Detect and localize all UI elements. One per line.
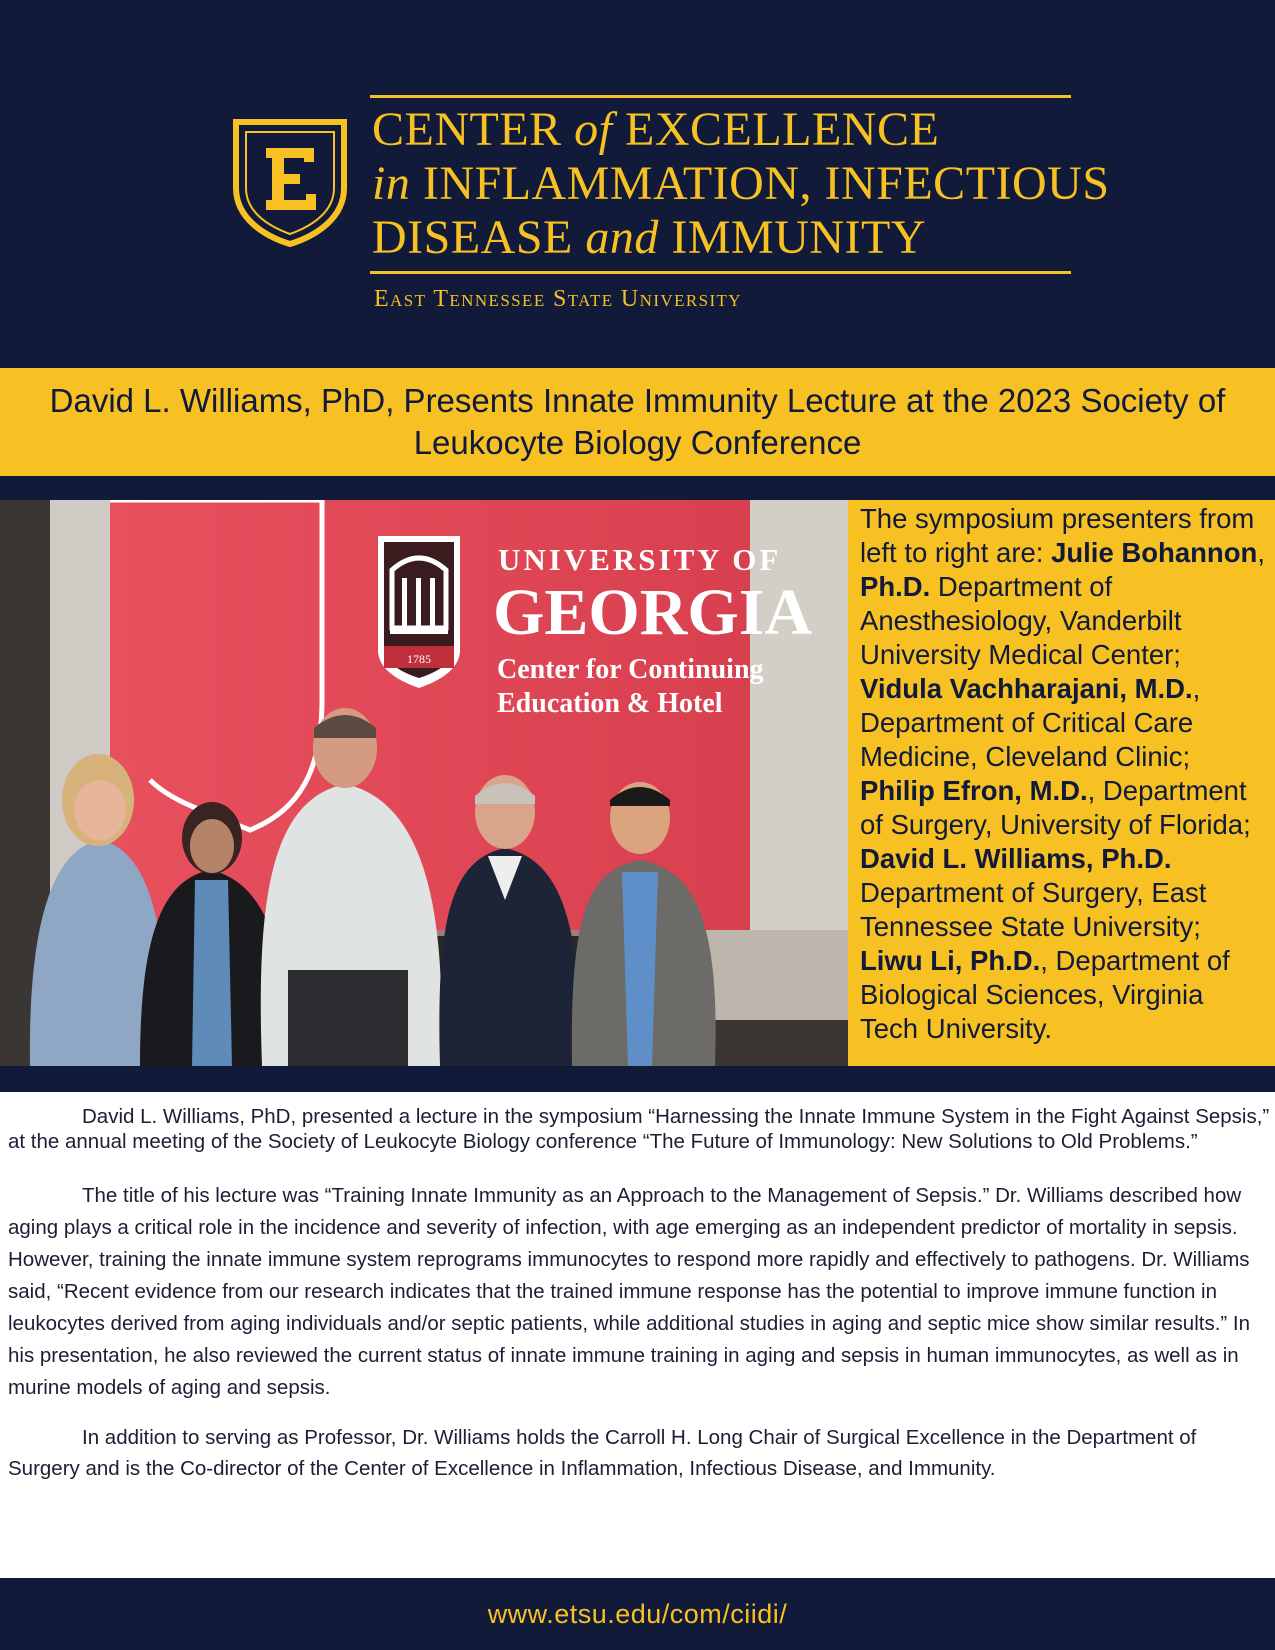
- body-paragraph-2: The title of his lecture was “Training Innate Immunity as an Approach to the Management of Sepsis.” Dr. Williams described how aging plays a critical role in the incidence and severity of infection, with age emerging as an independent predictor of mortality in sepsis. However, training the innate immune system reprograms immunocytes to respond more rapidly and effectively to pathogens. Dr. Williams said, “Recent evidence from our research indicates that the trained immune response has the potential to improve immune function in leukocytes derived from aging individuals and/or septic patients, while additional studies in aging and septic mice show similar results.” In his presentation, he also reviewed the current status of innate immune training in aging and sepsis in human immunocytes, as well as in murine models of aging and sepsis.: [8, 1184, 1251, 1399]
- body-paragraph-1: David L. Williams, PhD, presented a lecture in the symposium “Harnessing the Innate Immune System in the Fight Against Sepsis,” at the annual meeting of the Society of Leukocyte Biology conference “The Future of Immunology: New Solutions to Old Problems.”: [8, 1105, 1270, 1153]
- org-name-line-2: in INFLAMMATION, INFECTIOUS: [372, 157, 1110, 210]
- header-banner: [0, 0, 1275, 368]
- footer-url-link[interactable]: www.etsu.edu/com/ciidi/: [487, 1598, 788, 1629]
- photo-section: [0, 476, 1275, 1092]
- org-name-line-3: DISEASE and IMMUNITY: [372, 211, 926, 264]
- title-band: [0, 368, 1275, 476]
- presenter-5-name: Liwu Li, Ph.D.: [860, 945, 1041, 976]
- screen-text-line-3: Center for Continuing: [497, 654, 764, 685]
- org-name-line-1: CENTER of EXCELLENCE: [372, 103, 940, 156]
- footer-bar: [0, 1578, 1275, 1650]
- university-name: East Tennessee State University: [374, 286, 742, 312]
- presenter-4-name: David L. Williams, Ph.D.: [860, 843, 1172, 874]
- article-headline: David L. Williams, PhD, Presents Innate Immunity Lecture at the 2023 Society of Leukocyte Biology Conference: [49, 382, 1226, 461]
- screen-text-line-1: UNIVERSITY OF: [498, 542, 782, 577]
- uga-arch-logo: [378, 536, 460, 688]
- presenter-2-name: Vidula Vachharajani, M.D.: [860, 673, 1193, 704]
- photo-caption-box: [848, 500, 1275, 1066]
- presenter-1-name: Julie Bohannon: [1051, 537, 1258, 568]
- logo-bottom-rule: [370, 271, 1071, 274]
- presenter-3-name: Philip Efron, M.D.: [860, 775, 1088, 806]
- svg-text:1785: 1785: [407, 652, 431, 666]
- body-paragraph-3: In addition to serving as Professor, Dr. Williams holds the Carroll H. Long Chair of Surgical Excellence in the Department of Surgery and is the Co-director of the Center of Excellence in Inflammation, Infectious Disease, and Immunity.: [8, 1426, 1197, 1480]
- group-photo-illustration: [0, 500, 848, 1066]
- logo-top-rule: [370, 95, 1071, 98]
- article-body: [8, 1104, 1270, 1484]
- screen-text-line-4: Education & Hotel: [497, 688, 723, 719]
- group-photo: [0, 500, 848, 1066]
- photo-caption: The symposium presenters from left to right are: Julie Bohannon, Ph.D. Department of Anesthesiology, Vanderbilt University Medical Center; Vidula Vachharajani, M.D., Department of Critical Care Medicine, Cleveland Clinic; Philip Efron, M.D., Department of Surgery, University of Florida; David L. Williams, Ph.D. Department of Surgery, East Tennessee State University; Liwu Li, Ph.D., Department of Biological Sciences, Virginia Tech University.: [860, 503, 1265, 1044]
- etsu-shield-logo: [232, 118, 348, 248]
- screen-text-line-2: GEORGIA: [493, 576, 813, 649]
